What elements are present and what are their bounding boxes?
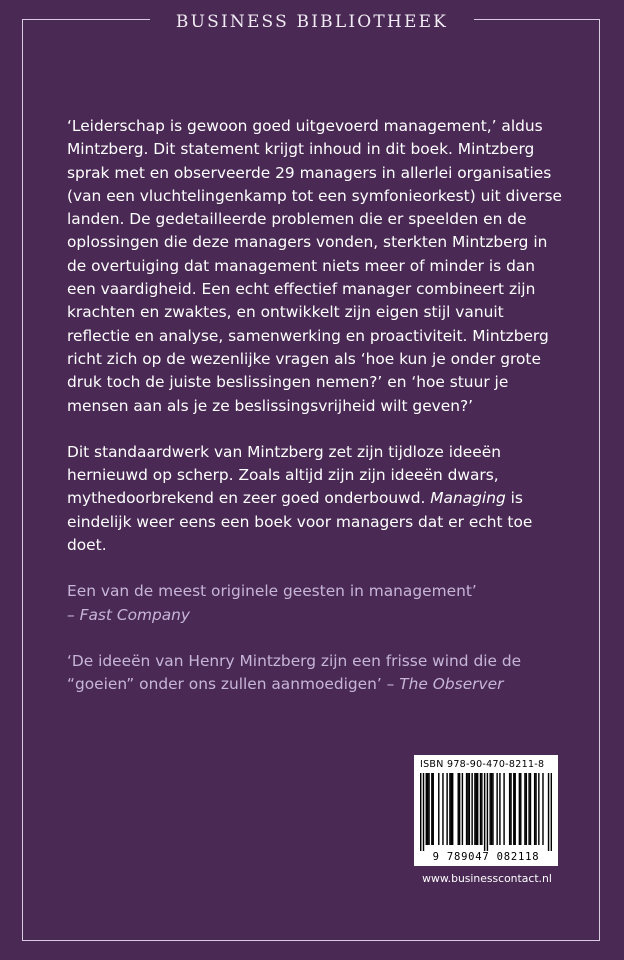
barcode-bar	[469, 773, 470, 845]
barcode-bar	[433, 773, 434, 845]
barcode-bar	[426, 773, 427, 845]
barcode-bar	[542, 773, 543, 845]
barcode-bar	[476, 773, 477, 845]
barcode-bar	[530, 773, 531, 845]
barcode-bar	[451, 773, 452, 845]
barcode-bar	[526, 773, 527, 845]
barcode-bar	[446, 773, 447, 845]
barcode-bar	[487, 773, 488, 851]
barcode-bar	[477, 773, 478, 845]
barcode-bar	[428, 773, 429, 845]
barcode-bar	[466, 773, 467, 845]
back-cover-text	[67, 115, 567, 697]
description-paragraph-2	[67, 441, 567, 557]
barcode-bar	[471, 773, 472, 845]
barcode-bar	[467, 773, 468, 845]
quote-2-source: The Observer	[399, 675, 504, 694]
quote-1-text: Een van de meest originele geesten in management’	[67, 582, 477, 601]
series-title: BUSINESS BIBLIOTHEEK	[150, 8, 474, 36]
description-paragraph-1: ‘Leiderschap is gewoon goed uitgevoerd management,’ aldus Mintzberg. Dit statement krijgt inhoud in dit boek. Mintzberg sprak met en observeerde 29 managers in allerlei organisaties (van een vluchtelingenkamp tot een symfonieorkest) uit diverse landen. De gedetailleerde problemen die er speelden en de oplossingen die deze managers vonden, sterkten Mintzberg in de overtuiging dat management niets meer of minder is dan een vaardigheid. Een echt effectief manager combineert zijn krachten en zwaktes, en ontwikkelt zijn eigen stijl vanuit reflectie en analyse, samenwerking en proactiviteit. Mintzberg richt zich op de wezenlijke vragen als ‘hoe kun je onder grote druk toch de juiste beslissingen nemen?’ en ‘hoe stuur je mensen aan als je ze beslissingsvrijheid wilt geven?’	[67, 117, 562, 415]
barcode-digits: 9 789047 082118	[432, 851, 540, 863]
barcode-bar	[548, 773, 549, 851]
quote-1-source: Fast Company	[79, 605, 191, 624]
barcode-bar	[452, 773, 453, 845]
barcode-bar	[513, 773, 514, 845]
barcode-bar	[510, 773, 511, 845]
barcode-bar	[484, 773, 485, 851]
barcode-bar	[509, 773, 510, 845]
barcode-bar	[535, 773, 536, 845]
barcode-bar	[492, 773, 493, 845]
barcode-bar	[519, 773, 520, 845]
barcode-bar	[474, 773, 475, 845]
barcode-bar	[491, 773, 492, 845]
isbn-barcode	[414, 755, 558, 866]
quote-fast-company	[67, 580, 567, 627]
barcode-bar	[534, 773, 535, 845]
barcode-bar	[514, 773, 515, 845]
barcode-bar	[442, 773, 443, 845]
barcode-bar	[499, 773, 500, 845]
barcode-bar	[503, 773, 504, 845]
barcode-bar	[551, 773, 552, 851]
barcode-bar	[520, 773, 521, 845]
barcode-bar	[427, 773, 428, 845]
barcode-bar	[420, 773, 421, 851]
barcode-bar	[431, 773, 432, 845]
quote-2-text: ‘De ideeën van Henry Mintzberg zijn een frisse wind die de “goeien” onder ons zullen aanmoedigen’ –	[67, 651, 522, 694]
barcode-bar	[438, 773, 439, 845]
paragraph-2-text-end: is eindelijk weer eens een boek voor managers dat er echt toe doet.	[67, 489, 533, 555]
isbn-number: ISBN 978-90-470-8211-8	[420, 759, 545, 770]
barcode-bar	[458, 773, 459, 845]
barcode-bar	[489, 773, 490, 845]
publisher-website: www.businesscontact.nl	[422, 872, 552, 885]
barcode-bar	[459, 773, 460, 845]
barcode-bar	[481, 773, 482, 845]
barcode-bar	[480, 773, 481, 845]
book-title-italic: Managing	[430, 489, 506, 508]
barcode-bar	[462, 773, 463, 845]
barcode-bar	[524, 773, 525, 845]
paragraph-2-text-start: Dit standaardwerk van Mintzberg zet zijn tijdloze ideeën hernieuwd op scherp. Zoals altijd zijn zijn ideeën dwars, mythedoorbrekend en zeer goed onderbouwd.	[67, 442, 501, 508]
barcode-bar	[496, 773, 497, 845]
barcode-bar	[423, 773, 424, 851]
barcode-bar	[528, 773, 529, 845]
barcode-bars	[420, 773, 552, 851]
barcode-bar	[449, 773, 450, 845]
quote-observer	[67, 650, 567, 697]
barcode-bar	[538, 773, 539, 845]
quote-1-dash: –	[67, 605, 80, 624]
